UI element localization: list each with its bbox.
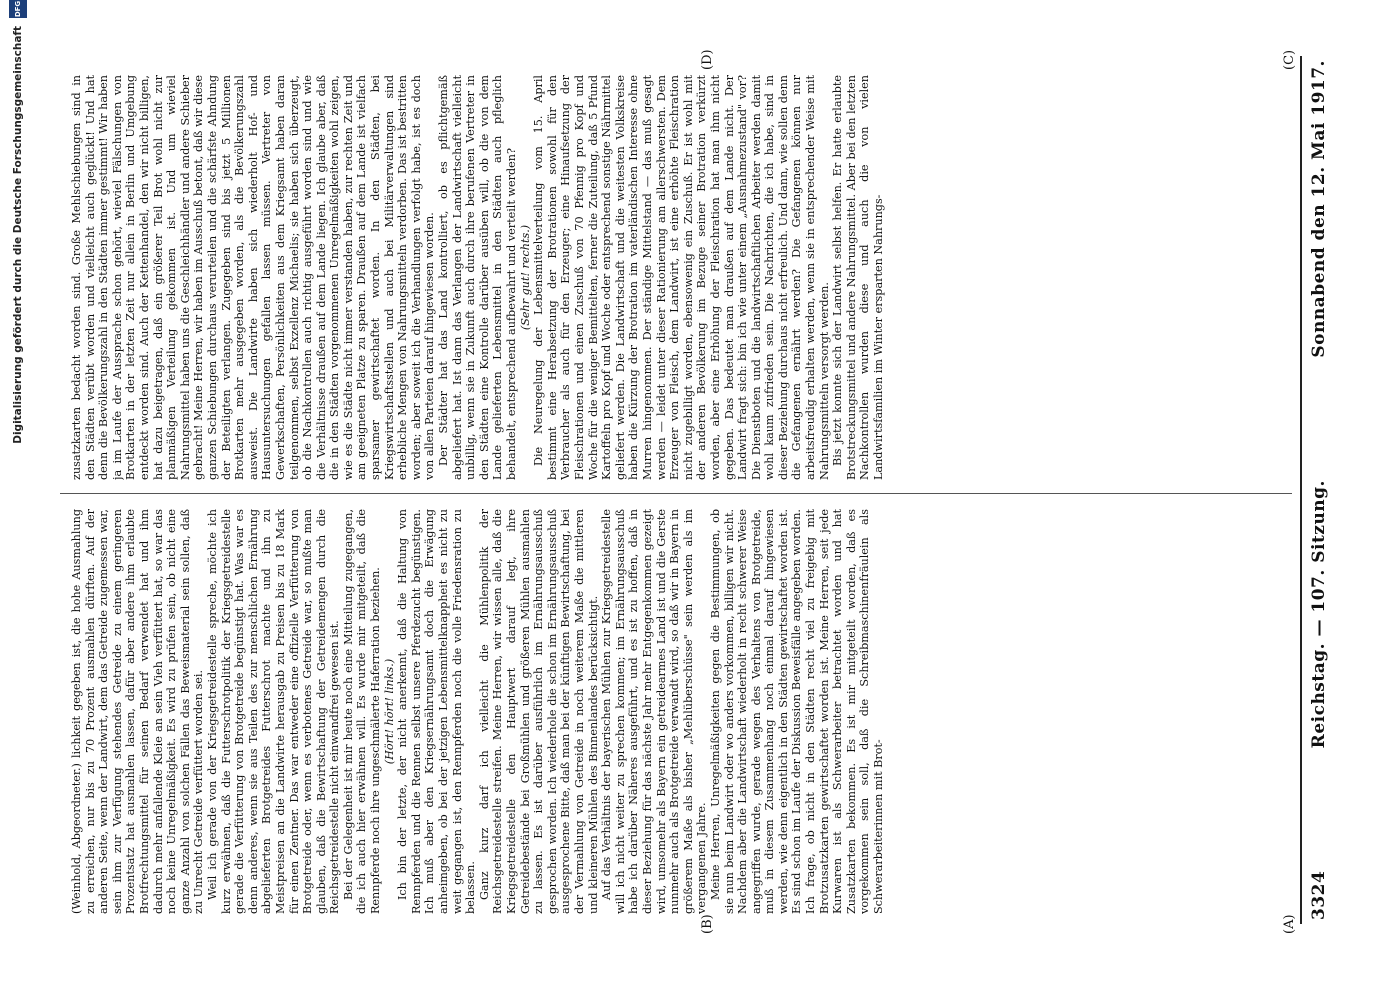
left-column [70,509,1292,914]
paragraph: Bis jetzt konnte sich der Landwirt selbst helfen. Er hatte erlaubte Brotstreckungsmittel und andere Nahrungsmittel. Aber bei den letzten Nachkontrollen wurden diese und auch die von vielen Landwirtsfamilien im Winter ersparten Nahrungs- [831,75,886,480]
header-title: Reichstag. — 107. Sitzung. [1309,480,1329,749]
paragraph: Ganz kurz darf ich vielleicht die Mühlenpolitik der Reichsgetreidestelle streifen. Meine Herren, wir wissen alle, daß die Kriegsgetreidestelle den Hauptwert darauf legt, ihre Getreidebestände bei Großmühlen und größeren Mühlen ausmahlen zu lassen. Es ist darüber ausführlich im Ernährungsausschuß gesprochen worden. Ich wiederhole die schon im Ernährungsausschuß ausgesprochene Bitte, daß man bei der künftigen Bewirtschaftung, bei der Vermahlung von Getreide in noch weiterem Maße die mittleren und kleineren Mühlen des Binnenlandes berücksichtigt. [477,509,600,914]
header-rule [1300,56,1302,924]
paragraph: Die Neuregelung der Lebensmittelverteilung vom 15. April bestimmt eine Herabsetzung der Brotrationen sowohl für den Verbraucher als auch für den Erzeuger; eine Hinaufsetzung der Fleischrationen und einen Zuschuß von 70 Pfennig pro Kopf und Woche für die weniger Bemittelten, ferner die Zuteilung, daß 5 Pfund Kartoffeln pro Kopf und Woche oder entsprechend sonstige Nährmittel geliefert werden. Die Landwirtschaft und die weitesten Volkskreise haben die Kürzung der Brotration im vaterländischen Interesse ohne Murren hingenommen. Der ständige Mittelstand — das muß gesagt werden — leidet unter dieser Rationierung am allerschwersten. Dem Erzeuger von Fleisch, dem Landwirt, ist eine erhöhte Fleischration nicht zugebilligt worden, ebensowenig ein Zuschuß. Er ist wohl mit der anderen Bevölkerung im Bezuge seiner Brotration verkürzt worden, aber eine Erhöhung der Fleischration hat man ihm nicht gegeben. Das bedeutet man draußen auf dem Lande nicht. Der Landwirt fragt sich: bin ich wie unter einem „Ausnahmezustand" vor? Die Dienstboten und die landwirtschaftlichen Arbeiter werden damit wohl kaum zufrieden sein. Die Nachrichten, die ich habe, sind in dieser Beziehung durchaus nicht erfreulich. Und dann, wie sollen denn die Gefangenen ernährt werden? Die Gefangenen können nur arbeitsfreudig erhalten werden, wenn sie in entsprechender Weise mit Nahrungsmitteln versorgt werden. [532,75,831,480]
paragraph: Ich bin der letzte, der nicht anerkennt, daß die Haltung von Rennpferden und die Rennen selbst unsere Pferdezucht begünstigen. Ich muß aber den Kriegsernährungsamt doch die Erwägung anheimgeben, ob bei der jetzigen Lebensmittelknappheit es nicht zu weit gegangen ist, den Rennpferden noch die volle Friedensration zu belassen. [396,509,478,914]
right-column [70,75,1292,480]
paragraph: Bei der Gelegenheit ist mir heute noch eine Mitteilung zugegangen, die ich auch hier erwähnen will. Es wurde mir mitgeteilt, daß die Rennpferde noch ihre ungeschmälerte Haferration beziehen. [341,509,383,914]
paragraph: Meine Herren, Unregelmäßigkeiten gegen die Bestimmungen, ob sie nun beim Landwirt oder wo anders vorkommen, billigen wir nicht. Nachdem aber die Landwirtschaft wiederholt in recht schwerer Weise angegriffen wurde, gerade wegen des Verhaltens von Brotgetreide, muß in diesem Zusammenhang noch einmal darauf hingewiesen werden, wie denn eigentlich in den Städten gewirtschaftet worden ist. Es sind schon im Laufe der Diskussion Beweisfälle angegeben worden. Ich frage, ob nicht in den Städten recht viel zu freigebig mit Brotzusatzkarten gewirtschaftet worden ist. Meine Herren, seit jede Kurwaren ist als Schwerarbeiter betrachtet worden und hat Zusatzkarten bekommen. Es ist mir mitgeteilt worden, daß es vorgekommen sein soll, daß die Schreibmaschinenfräulein als Schwerarbeiterinnen mit Brot- [708,509,886,914]
page-number: 3324 [1309,870,1329,920]
marker-a: (A) [1282,914,1297,934]
interjection: (Hört! hört! links.) [382,658,396,765]
dfg-logo: DFG [9,0,27,18]
marker-b: (B) [700,914,715,934]
paragraph: Der Städter hat das Land kontrolliert, ob es pflichtgemäß abgeliefert hat. Ist dann das Verlangen der Landwirtschaft vielleicht unbillig, wenn sie in Zukunft auch durch ihre berufenen Vertreter in den Städten eine Kontrolle darüber ausüben will, ob die von dem Lande gelieferten Lebensmittel in den Städten auch pfleglich behandelt, entsprechend aufbewahrt und verteilt werden? [437,75,518,480]
paragraph: Auf das Verhältnis der bayerischen Mühlen zur Kriegsgetreidestelle will ich nicht weiter zu sprechen kommen; im Ernährungsausschuß habe ich darüber Näheres ausgeführt, und es ist zu hoffen, daß in dieser Beziehung für das nächste Jahr mehr Entgegenkommen gezeigt wird, umsomehr als Bayern ein getreidearmes Land ist und die Gerste nunmehr auch als Brotgetreide verwandt wird, so daß wir in Bayern in größerem Maße als bisher „Mehlüberschüsse" sein werden als im vergangenen Jahre. [600,509,709,914]
column-divider [60,493,1292,494]
interjection: (Sehr gut! rechts.) [518,224,532,331]
footer-text: Digitalisierung gefördert durch die Deutsche Forschungsgemeinschaft [12,26,24,444]
funding-footer [6,0,30,1000]
paragraph: zusatzkarten bedacht worden sind. Große Mehlschiebungen sind in den Städten verübt worden und vielleicht auch geglückt! Und hat denn die Bevölkerungszahl in den Städten immer gestimmt! Wir haben ja im Laufe der Aussprache schon gehört, wieviel Fälschungen von Brotkarten in der letzten Zeit nur allein in Berlin und Umgebung entdeckt worden sind. Auch der Kettenhandel, den wir nicht billigen, hat dazu beigetragen, daß ein größerer Teil Brot wohl nicht zur planmäßigen Verteilung gekommen ist. Und um wieviel Nahrungsmittel haben uns die Geschleichhändler und andere Schieber gebracht! Meine Herren, wir haben im Ausschuß betont, daß wir diese ganzen Schiebungen durchaus verurteilen und die schärfste Ahndung der Beteiligten verlangen. Zugegeben sind bis jetzt 5 Millionen Brotkarten mehr ausgegeben worden, als die Bevölkerungszahl ausweist. Die Landwirte haben sich wiederholt Hof- und Hausuntersuchungen gefallen lassen müssen. Vertreter von Gewerkschaften, Persönlichkeiten aus dem Kriegsamt haben daran teilgenommen, selbst Exzellenz Michaelis; sie haben sich überzeugt, ob die Nachkontrollen auch richtig ausgeführt worden sind und wie die Verhältnisse draußen auf dem Lande liegen. Ich glaube aber, daß die in den Städten vorgenommenen Unregelmäßigkeiten wohl zeigen, wie es die Städte nicht immer verstanden haben, zur rechten Zeit und am geeigneten Platze zu sparen. Draußen auf dem Lande ist vielfach sparsamer gewirtschaftet worden. In den Städten, bei Kriegswirtschaftsstellen und auch bei Militärverwaltungen sind erhebliche Mengen von Nahrungsmitteln verdorben. Das ist bestritten worden; aber soweit ich die Verhandlungen verfolgt habe, ist es doch von allen Parteien darauf hingewiesen worden. [70,75,437,480]
paragraph: Weil ich gerade von der Kriegsgetreidestelle spreche, möchte ich kurz erwähnen, daß die Futterschrotpolitik der Kriegsgetreidestelle gerade die Verfütterung von Brotgetreide begünstigt hat. Was war es denn anderes, wenn sie aus Teilen des zur menschlichen Ernährung abgelieferten Brotgetreides Futterschrot machte und ihn zu Meistpreisen an die Landwirte herausgab zu Preisen bis zu 18 Mark für einen Zentner. Das war entweder eine offizielle Verfütterung von Brotgetreide oder, wenn es verbotenes Getreide war, so mußte man glauben, daß die Bewirtschaftung der Getreidemengen durch die Reichsgetreidestelle nicht einwandfrei gewesen ist. [205,509,342,914]
header-date: Sonnabend den 12. Mai 1917. [1309,60,1329,358]
paragraph: (Weinhold, Abgeordneter.) lichkeit gegeben ist, die hohe Ausmahlung zu erreichen, nur bis zu 70 Prozent ausmahlen dürften. Auf der anderen Seite, wenn der Landwirt, dem das Getreide zugemessen war, sein ihm zur Verfügung stehendes Getreide zu einem geringeren Prozentsatz hat ausmahlen lassen, dafür aber andere ihm erlaubte Brotfrechtungsmittel für seinen Bedarf verwendet hat und ihm dadurch mehr anfallende Kleie an sein Vieh verfüttert hat, so war das noch keine Unregelmäßigkeit. Es wird zu prüfen sein, ob nicht eine ganze Anzahl von solchen Fällen das Beweismaterial sein sollen, daß zu Unrecht Getreide verfüttert worden sei. [70,509,206,914]
page-header [1306,60,1332,920]
marker-d: (D) [700,49,715,70]
marker-c: (C) [1282,49,1297,70]
